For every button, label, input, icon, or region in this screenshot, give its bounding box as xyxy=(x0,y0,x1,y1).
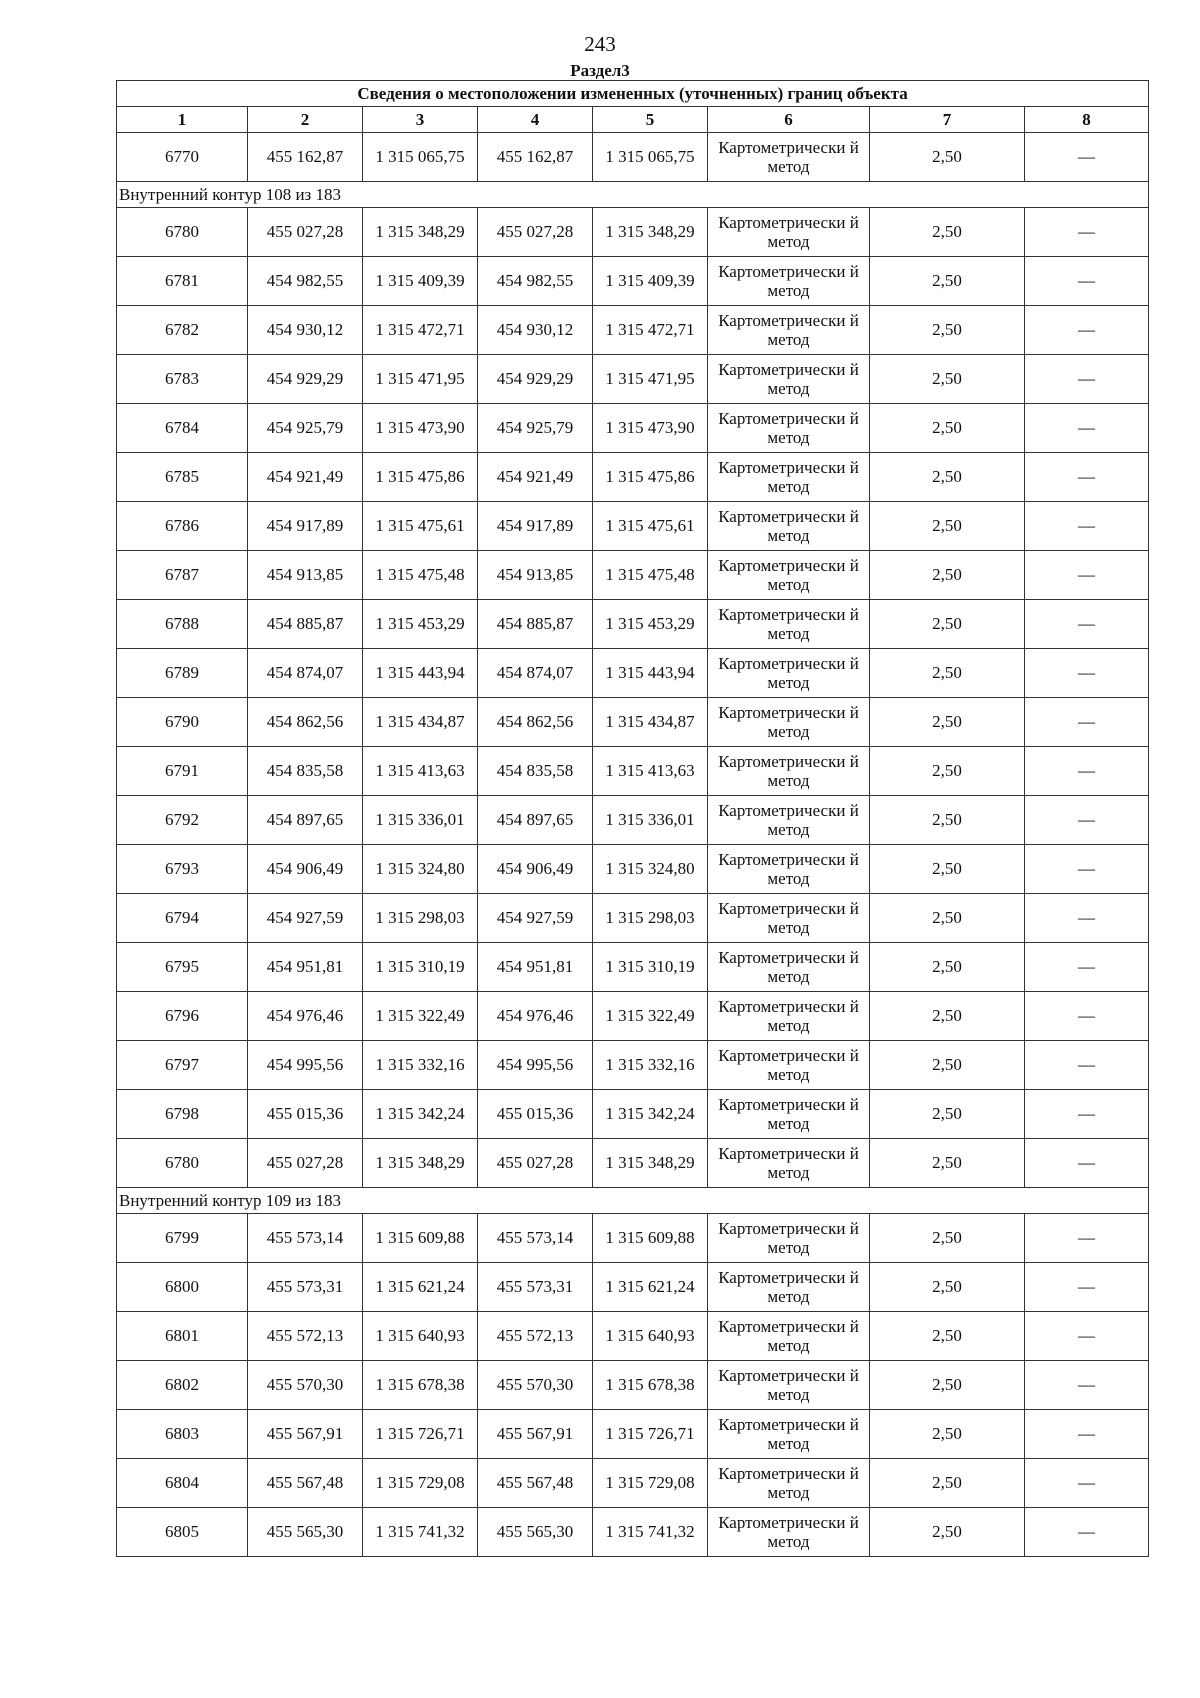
table-title-row xyxy=(117,81,1149,107)
y-new-cell: 1 315 409,39 xyxy=(593,257,708,306)
y-new-cell: 1 315 298,03 xyxy=(593,894,708,943)
x-old-cell: 455 567,91 xyxy=(248,1410,363,1459)
description-cell: — xyxy=(1025,1139,1149,1188)
column-header: 1 xyxy=(117,107,248,133)
point-number-cell: 6781 xyxy=(117,257,248,306)
accuracy-cell: 2,50 xyxy=(870,1410,1025,1459)
x-old-cell: 455 015,36 xyxy=(248,1090,363,1139)
x-old-cell: 454 976,46 xyxy=(248,992,363,1041)
page-number: 243 xyxy=(584,32,616,56)
x-new-cell: 454 976,46 xyxy=(478,992,593,1041)
table-row xyxy=(117,894,1149,943)
y-old-cell: 1 315 342,24 xyxy=(363,1090,478,1139)
column-header: 6 xyxy=(708,107,870,133)
accuracy-cell: 2,50 xyxy=(870,404,1025,453)
y-old-cell: 1 315 453,29 xyxy=(363,600,478,649)
method-cell: Картометрически й метод xyxy=(708,992,870,1041)
table-row xyxy=(117,796,1149,845)
x-new-cell: 454 906,49 xyxy=(478,845,593,894)
point-number-cell: 6787 xyxy=(117,551,248,600)
x-new-cell: 455 567,48 xyxy=(478,1459,593,1508)
x-old-cell: 454 925,79 xyxy=(248,404,363,453)
y-old-cell: 1 315 609,88 xyxy=(363,1214,478,1263)
x-new-cell: 455 572,13 xyxy=(478,1312,593,1361)
description-cell: — xyxy=(1025,551,1149,600)
x-old-cell: 454 921,49 xyxy=(248,453,363,502)
description-cell: — xyxy=(1025,796,1149,845)
column-header: 2 xyxy=(248,107,363,133)
accuracy-cell: 2,50 xyxy=(870,453,1025,502)
method-cell: Картометрически й метод xyxy=(708,845,870,894)
y-old-cell: 1 315 065,75 xyxy=(363,133,478,182)
x-old-cell: 454 913,85 xyxy=(248,551,363,600)
method-cell: Картометрически й метод xyxy=(708,600,870,649)
description-cell: — xyxy=(1025,1263,1149,1312)
table-row xyxy=(117,1139,1149,1188)
y-old-cell: 1 315 409,39 xyxy=(363,257,478,306)
point-number-cell: 6798 xyxy=(117,1090,248,1139)
accuracy-cell: 2,50 xyxy=(870,1459,1025,1508)
x-new-cell: 454 929,29 xyxy=(478,355,593,404)
method-cell: Картометрически й метод xyxy=(708,1214,870,1263)
y-new-cell: 1 315 348,29 xyxy=(593,1139,708,1188)
accuracy-cell: 2,50 xyxy=(870,796,1025,845)
point-number-cell: 6805 xyxy=(117,1508,248,1557)
method-cell: Картометрически й метод xyxy=(708,1508,870,1557)
x-old-cell: 455 573,31 xyxy=(248,1263,363,1312)
y-new-cell: 1 315 332,16 xyxy=(593,1041,708,1090)
description-cell: — xyxy=(1025,453,1149,502)
y-old-cell: 1 315 621,24 xyxy=(363,1263,478,1312)
column-header: 5 xyxy=(593,107,708,133)
section-label: Раздел3 xyxy=(570,61,630,80)
method-cell: Картометрически й метод xyxy=(708,894,870,943)
y-new-cell: 1 315 473,90 xyxy=(593,404,708,453)
accuracy-cell: 2,50 xyxy=(870,502,1025,551)
y-new-cell: 1 315 678,38 xyxy=(593,1361,708,1410)
table-row xyxy=(117,551,1149,600)
table-row xyxy=(117,453,1149,502)
point-number-cell: 6786 xyxy=(117,502,248,551)
x-old-cell: 454 951,81 xyxy=(248,943,363,992)
column-header: 3 xyxy=(363,107,478,133)
x-new-cell: 455 027,28 xyxy=(478,208,593,257)
point-number-cell: 6793 xyxy=(117,845,248,894)
description-cell: — xyxy=(1025,992,1149,1041)
point-number-cell: 6802 xyxy=(117,1361,248,1410)
y-old-cell: 1 315 336,01 xyxy=(363,796,478,845)
y-new-cell: 1 315 729,08 xyxy=(593,1459,708,1508)
accuracy-cell: 2,50 xyxy=(870,208,1025,257)
x-old-cell: 455 565,30 xyxy=(248,1508,363,1557)
x-new-cell: 454 951,81 xyxy=(478,943,593,992)
column-header: 4 xyxy=(478,107,593,133)
table-row xyxy=(117,1410,1149,1459)
table-row xyxy=(117,1041,1149,1090)
accuracy-cell: 2,50 xyxy=(870,747,1025,796)
y-old-cell: 1 315 413,63 xyxy=(363,747,478,796)
y-old-cell: 1 315 332,16 xyxy=(363,1041,478,1090)
x-old-cell: 454 862,56 xyxy=(248,698,363,747)
x-new-cell: 454 925,79 xyxy=(478,404,593,453)
table-row xyxy=(117,1090,1149,1139)
x-new-cell: 454 862,56 xyxy=(478,698,593,747)
y-old-cell: 1 315 475,61 xyxy=(363,502,478,551)
point-number-cell: 6784 xyxy=(117,404,248,453)
table-row xyxy=(117,649,1149,698)
x-old-cell: 455 572,13 xyxy=(248,1312,363,1361)
y-new-cell: 1 315 726,71 xyxy=(593,1410,708,1459)
x-new-cell: 454 982,55 xyxy=(478,257,593,306)
description-cell: — xyxy=(1025,208,1149,257)
description-cell: — xyxy=(1025,404,1149,453)
method-cell: Картометрически й метод xyxy=(708,1139,870,1188)
accuracy-cell: 2,50 xyxy=(870,600,1025,649)
accuracy-cell: 2,50 xyxy=(870,649,1025,698)
method-cell: Картометрически й метод xyxy=(708,1312,870,1361)
table-row xyxy=(117,992,1149,1041)
method-cell: Картометрически й метод xyxy=(708,698,870,747)
table-row xyxy=(117,1312,1149,1361)
description-cell: — xyxy=(1025,133,1149,182)
y-old-cell: 1 315 298,03 xyxy=(363,894,478,943)
point-number-cell: 6782 xyxy=(117,306,248,355)
y-old-cell: 1 315 348,29 xyxy=(363,1139,478,1188)
point-number-cell: 6799 xyxy=(117,1214,248,1263)
y-old-cell: 1 315 729,08 xyxy=(363,1459,478,1508)
accuracy-cell: 2,50 xyxy=(870,306,1025,355)
x-old-cell: 455 567,48 xyxy=(248,1459,363,1508)
method-cell: Картометрически й метод xyxy=(708,404,870,453)
x-old-cell: 454 917,89 xyxy=(248,502,363,551)
method-cell: Картометрически й метод xyxy=(708,306,870,355)
accuracy-cell: 2,50 xyxy=(870,1041,1025,1090)
method-cell: Картометрически й метод xyxy=(708,1263,870,1312)
x-new-cell: 454 913,85 xyxy=(478,551,593,600)
x-new-cell: 454 885,87 xyxy=(478,600,593,649)
point-number-cell: 6795 xyxy=(117,943,248,992)
point-number-cell: 6801 xyxy=(117,1312,248,1361)
method-cell: Картометрически й метод xyxy=(708,1041,870,1090)
description-cell: — xyxy=(1025,943,1149,992)
column-header: 8 xyxy=(1025,107,1149,133)
accuracy-cell: 2,50 xyxy=(870,133,1025,182)
x-new-cell: 455 565,30 xyxy=(478,1508,593,1557)
table-row xyxy=(117,502,1149,551)
accuracy-cell: 2,50 xyxy=(870,943,1025,992)
x-old-cell: 455 573,14 xyxy=(248,1214,363,1263)
point-number-cell: 6788 xyxy=(117,600,248,649)
x-new-cell: 455 567,91 xyxy=(478,1410,593,1459)
description-cell: — xyxy=(1025,845,1149,894)
x-new-cell: 454 995,56 xyxy=(478,1041,593,1090)
x-old-cell: 455 570,30 xyxy=(248,1361,363,1410)
y-new-cell: 1 315 413,63 xyxy=(593,747,708,796)
description-cell: — xyxy=(1025,698,1149,747)
table-row xyxy=(117,1361,1149,1410)
y-new-cell: 1 315 310,19 xyxy=(593,943,708,992)
description-cell: — xyxy=(1025,747,1149,796)
table-row xyxy=(117,845,1149,894)
y-new-cell: 1 315 453,29 xyxy=(593,600,708,649)
contour-row xyxy=(117,182,1149,208)
description-cell: — xyxy=(1025,1090,1149,1139)
accuracy-cell: 2,50 xyxy=(870,1508,1025,1557)
y-old-cell: 1 315 475,48 xyxy=(363,551,478,600)
y-new-cell: 1 315 336,01 xyxy=(593,796,708,845)
x-old-cell: 454 929,29 xyxy=(248,355,363,404)
point-number-cell: 6770 xyxy=(117,133,248,182)
table-row xyxy=(117,208,1149,257)
boundary-coordinates-table xyxy=(116,80,1149,1557)
description-cell: — xyxy=(1025,1508,1149,1557)
point-number-cell: 6800 xyxy=(117,1263,248,1312)
accuracy-cell: 2,50 xyxy=(870,894,1025,943)
y-new-cell: 1 315 475,61 xyxy=(593,502,708,551)
point-number-cell: 6794 xyxy=(117,894,248,943)
method-cell: Картометрически й метод xyxy=(708,747,870,796)
description-cell: — xyxy=(1025,306,1149,355)
x-old-cell: 454 874,07 xyxy=(248,649,363,698)
method-cell: Картометрически й метод xyxy=(708,208,870,257)
y-new-cell: 1 315 348,29 xyxy=(593,208,708,257)
y-old-cell: 1 315 473,90 xyxy=(363,404,478,453)
y-old-cell: 1 315 434,87 xyxy=(363,698,478,747)
y-old-cell: 1 315 678,38 xyxy=(363,1361,478,1410)
description-cell: — xyxy=(1025,1214,1149,1263)
accuracy-cell: 2,50 xyxy=(870,1090,1025,1139)
x-new-cell: 454 927,59 xyxy=(478,894,593,943)
x-new-cell: 455 162,87 xyxy=(478,133,593,182)
y-old-cell: 1 315 475,86 xyxy=(363,453,478,502)
table-row xyxy=(117,747,1149,796)
description-cell: — xyxy=(1025,257,1149,306)
accuracy-cell: 2,50 xyxy=(870,992,1025,1041)
accuracy-cell: 2,50 xyxy=(870,698,1025,747)
contour-row xyxy=(117,1188,1149,1214)
accuracy-cell: 2,50 xyxy=(870,1263,1025,1312)
accuracy-cell: 2,50 xyxy=(870,845,1025,894)
method-cell: Картометрически й метод xyxy=(708,453,870,502)
description-cell: — xyxy=(1025,649,1149,698)
y-old-cell: 1 315 322,49 xyxy=(363,992,478,1041)
description-cell: — xyxy=(1025,1361,1149,1410)
table-row xyxy=(117,600,1149,649)
y-new-cell: 1 315 471,95 xyxy=(593,355,708,404)
method-cell: Картометрически й метод xyxy=(708,1410,870,1459)
method-cell: Картометрически й метод xyxy=(708,1361,870,1410)
x-new-cell: 454 897,65 xyxy=(478,796,593,845)
accuracy-cell: 2,50 xyxy=(870,1312,1025,1361)
y-new-cell: 1 315 065,75 xyxy=(593,133,708,182)
method-cell: Картометрически й метод xyxy=(708,796,870,845)
y-old-cell: 1 315 324,80 xyxy=(363,845,478,894)
point-number-cell: 6792 xyxy=(117,796,248,845)
table-row xyxy=(117,355,1149,404)
point-number-cell: 6804 xyxy=(117,1459,248,1508)
point-number-cell: 6780 xyxy=(117,1139,248,1188)
accuracy-cell: 2,50 xyxy=(870,1361,1025,1410)
y-old-cell: 1 315 741,32 xyxy=(363,1508,478,1557)
description-cell: — xyxy=(1025,355,1149,404)
y-new-cell: 1 315 475,86 xyxy=(593,453,708,502)
y-new-cell: 1 315 609,88 xyxy=(593,1214,708,1263)
description-cell: — xyxy=(1025,502,1149,551)
table-row xyxy=(117,404,1149,453)
table-title: Сведения о местоположении измененных (уточненных) границ объекта xyxy=(117,81,1149,107)
y-new-cell: 1 315 322,49 xyxy=(593,992,708,1041)
x-new-cell: 455 027,28 xyxy=(478,1139,593,1188)
point-number-cell: 6789 xyxy=(117,649,248,698)
method-cell: Картометрически й метод xyxy=(708,257,870,306)
accuracy-cell: 2,50 xyxy=(870,551,1025,600)
accuracy-cell: 2,50 xyxy=(870,1139,1025,1188)
column-header: 7 xyxy=(870,107,1025,133)
method-cell: Картометрически й метод xyxy=(708,649,870,698)
y-old-cell: 1 315 640,93 xyxy=(363,1312,478,1361)
column-header-row xyxy=(117,107,1149,133)
description-cell: — xyxy=(1025,600,1149,649)
y-new-cell: 1 315 434,87 xyxy=(593,698,708,747)
method-cell: Картометрически й метод xyxy=(708,943,870,992)
x-new-cell: 454 917,89 xyxy=(478,502,593,551)
x-new-cell: 455 570,30 xyxy=(478,1361,593,1410)
x-old-cell: 454 906,49 xyxy=(248,845,363,894)
point-number-cell: 6780 xyxy=(117,208,248,257)
x-old-cell: 455 027,28 xyxy=(248,1139,363,1188)
accuracy-cell: 2,50 xyxy=(870,257,1025,306)
y-old-cell: 1 315 443,94 xyxy=(363,649,478,698)
description-cell: — xyxy=(1025,1041,1149,1090)
x-new-cell: 454 874,07 xyxy=(478,649,593,698)
x-new-cell: 454 835,58 xyxy=(478,747,593,796)
method-cell: Картометрически й метод xyxy=(708,551,870,600)
method-cell: Картометрически й метод xyxy=(708,133,870,182)
method-cell: Картометрически й метод xyxy=(708,1459,870,1508)
table-row xyxy=(117,1508,1149,1557)
table-row xyxy=(117,1459,1149,1508)
method-cell: Картометрически й метод xyxy=(708,1090,870,1139)
y-old-cell: 1 315 471,95 xyxy=(363,355,478,404)
y-old-cell: 1 315 726,71 xyxy=(363,1410,478,1459)
y-new-cell: 1 315 472,71 xyxy=(593,306,708,355)
x-new-cell: 455 015,36 xyxy=(478,1090,593,1139)
table-row xyxy=(117,306,1149,355)
y-new-cell: 1 315 443,94 xyxy=(593,649,708,698)
x-old-cell: 454 930,12 xyxy=(248,306,363,355)
description-cell: — xyxy=(1025,1410,1149,1459)
point-number-cell: 6791 xyxy=(117,747,248,796)
y-new-cell: 1 315 741,32 xyxy=(593,1508,708,1557)
x-new-cell: 454 930,12 xyxy=(478,306,593,355)
x-old-cell: 454 835,58 xyxy=(248,747,363,796)
description-cell: — xyxy=(1025,1459,1149,1508)
method-cell: Картометрически й метод xyxy=(708,355,870,404)
x-old-cell: 455 162,87 xyxy=(248,133,363,182)
y-new-cell: 1 315 342,24 xyxy=(593,1090,708,1139)
y-old-cell: 1 315 310,19 xyxy=(363,943,478,992)
point-number-cell: 6783 xyxy=(117,355,248,404)
y-new-cell: 1 315 640,93 xyxy=(593,1312,708,1361)
y-new-cell: 1 315 324,80 xyxy=(593,845,708,894)
accuracy-cell: 2,50 xyxy=(870,355,1025,404)
y-old-cell: 1 315 348,29 xyxy=(363,208,478,257)
description-cell: — xyxy=(1025,894,1149,943)
description-cell: — xyxy=(1025,1312,1149,1361)
accuracy-cell: 2,50 xyxy=(870,1214,1025,1263)
x-new-cell: 454 921,49 xyxy=(478,453,593,502)
point-number-cell: 6790 xyxy=(117,698,248,747)
x-old-cell: 454 982,55 xyxy=(248,257,363,306)
x-old-cell: 454 897,65 xyxy=(248,796,363,845)
table-row xyxy=(117,133,1149,182)
x-old-cell: 454 885,87 xyxy=(248,600,363,649)
y-new-cell: 1 315 621,24 xyxy=(593,1263,708,1312)
point-number-cell: 6785 xyxy=(117,453,248,502)
contour-label: Внутренний контур 108 из 183 xyxy=(117,182,1149,208)
table-row xyxy=(117,943,1149,992)
contour-label: Внутренний контур 109 из 183 xyxy=(117,1188,1149,1214)
x-new-cell: 455 573,31 xyxy=(478,1263,593,1312)
x-old-cell: 454 927,59 xyxy=(248,894,363,943)
point-number-cell: 6796 xyxy=(117,992,248,1041)
x-new-cell: 455 573,14 xyxy=(478,1214,593,1263)
table-row xyxy=(117,1214,1149,1263)
table-row xyxy=(117,1263,1149,1312)
table-row xyxy=(117,257,1149,306)
point-number-cell: 6803 xyxy=(117,1410,248,1459)
x-old-cell: 455 027,28 xyxy=(248,208,363,257)
y-old-cell: 1 315 472,71 xyxy=(363,306,478,355)
x-old-cell: 454 995,56 xyxy=(248,1041,363,1090)
method-cell: Картометрически й метод xyxy=(708,502,870,551)
point-number-cell: 6797 xyxy=(117,1041,248,1090)
table-row xyxy=(117,698,1149,747)
y-new-cell: 1 315 475,48 xyxy=(593,551,708,600)
